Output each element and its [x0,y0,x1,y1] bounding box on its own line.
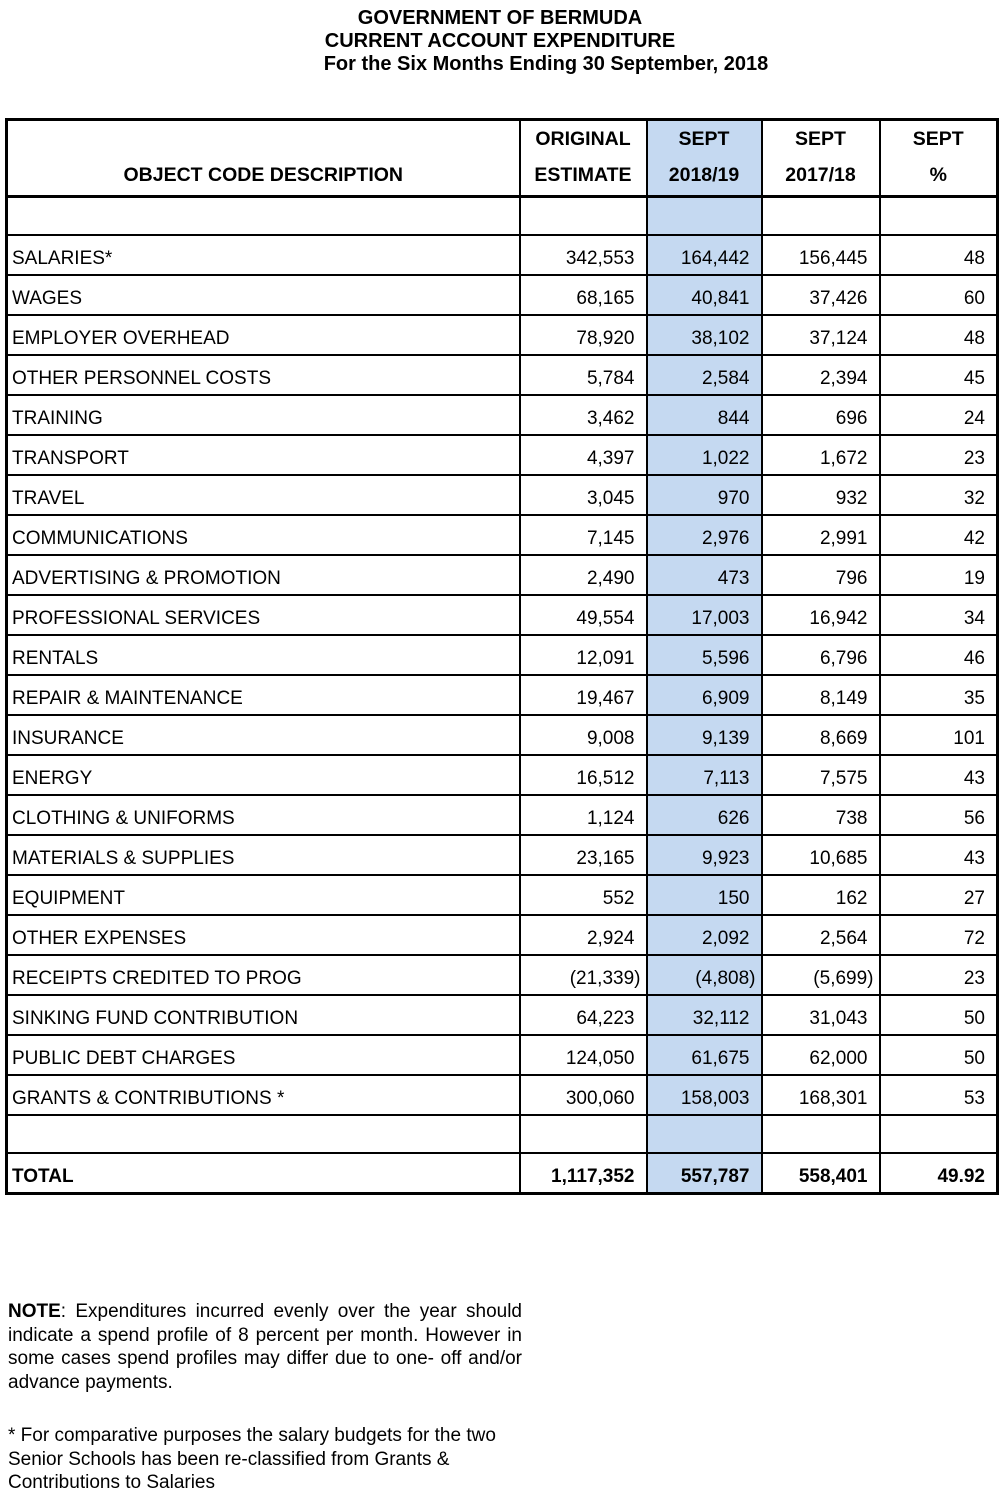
cell-sept-2017-18: 37,426 [762,275,880,315]
cell-sept-pct: 101 [880,715,998,755]
spacer-row [7,1115,998,1153]
cell-sept-2017-18: (5,699) [762,955,880,995]
cell-total-sept-2018-19: 557,787 [647,1153,762,1194]
spacer-cell [880,1115,998,1153]
table-row [7,675,998,715]
document-title [0,7,1000,76]
cell-sept-2018-19: (4,808) [647,955,762,995]
cell-sept-2018-19: 970 [647,475,762,515]
note-text: : Expenditures incurred evenly over the year should [60,1301,522,1322]
cell-sept-pct: 45 [880,355,998,395]
cell-sept-2017-18: 7,575 [762,755,880,795]
column-header-sept-2017-18 [762,120,880,197]
cell-original-estimate: 19,467 [520,675,647,715]
cell-total-sept-2017-18: 558,401 [762,1153,880,1194]
cell-description: TRAVEL [7,475,520,515]
cell-original-estimate: 7,145 [520,515,647,555]
title-line-3: For the Six Months Ending 30 September, 2018 [323,53,769,75]
cell-original-estimate: 78,920 [520,315,647,355]
cell-sept-2017-18: 37,124 [762,315,880,355]
cell-sept-2018-19: 5,596 [647,635,762,675]
table-row [7,595,998,635]
header-line-top: SEPT [678,128,730,150]
cell-sept-pct: 42 [880,515,998,555]
cell-sept-pct: 50 [880,1035,998,1075]
header-line-top [8,121,519,157]
cell-sept-2018-19: 38,102 [647,315,762,355]
cell-sept-2017-18: 16,942 [762,595,880,635]
cell-sept-2017-18: 932 [762,475,880,515]
cell-sept-pct: 19 [880,555,998,595]
spacer-row [7,197,998,235]
cell-sept-2017-18: 696 [762,395,880,435]
cell-sept-2017-18: 168,301 [762,1075,880,1115]
table-row [7,235,998,275]
cell-sept-pct: 72 [880,915,998,955]
cell-sept-pct: 50 [880,995,998,1035]
cell-sept-2017-18: 31,043 [762,995,880,1035]
cell-sept-2018-19: 158,003 [647,1075,762,1115]
cell-sept-pct: 48 [880,315,998,355]
cell-sept-pct: 53 [880,1075,998,1115]
cell-original-estimate: 16,512 [520,755,647,795]
cell-sept-2018-19: 61,675 [647,1035,762,1075]
cell-sept-2017-18: 162 [762,875,880,915]
cell-sept-2017-18: 2,564 [762,915,880,955]
table-row [7,915,998,955]
header-line-bottom: % [929,164,947,186]
cell-description: PUBLIC DEBT CHARGES [7,1035,520,1075]
cell-description: GRANTS & CONTRIBUTIONS * [7,1075,520,1115]
footnote-paragraph [8,1424,548,1495]
spacer-cell-highlighted [647,197,762,235]
cell-original-estimate: 68,165 [520,275,647,315]
cell-original-estimate: 64,223 [520,995,647,1035]
note-label: NOTE [8,1301,61,1322]
spacer-cell [880,197,998,235]
cell-total-label: TOTAL [7,1153,520,1194]
spacer-cell [762,1115,880,1153]
cell-description: TRAINING [7,395,520,435]
cell-description: EMPLOYER OVERHEAD [7,315,520,355]
cell-description: CLOTHING & UNIFORMS [7,795,520,835]
cell-sept-pct: 23 [880,435,998,475]
header-line-bottom: 2018/19 [668,164,740,186]
table-row [7,955,998,995]
cell-original-estimate: 2,490 [520,555,647,595]
table-row [7,555,998,595]
cell-sept-2017-18: 1,672 [762,435,880,475]
cell-original-estimate: 23,165 [520,835,647,875]
cell-original-estimate: (21,339) [520,955,647,995]
cell-sept-2018-19: 626 [647,795,762,835]
header-line-top: SEPT [912,128,964,150]
table-bottom-section [7,1115,998,1194]
table-row [7,475,998,515]
spacer-cell-highlighted [647,1115,762,1153]
table-row [7,875,998,915]
column-header-sept-2018-19 [647,120,762,197]
cell-original-estimate: 552 [520,875,647,915]
table-row [7,795,998,835]
cell-description: INSURANCE [7,715,520,755]
note-line [8,1300,522,1324]
cell-sept-pct: 35 [880,675,998,715]
table-header-row [7,120,998,197]
cell-sept-2018-19: 6,909 [647,675,762,715]
cell-description: COMMUNICATIONS [7,515,520,555]
cell-sept-2018-19: 2,584 [647,355,762,395]
expenditure-table [5,118,999,1195]
cell-sept-2017-18: 62,000 [762,1035,880,1075]
cell-sept-2018-19: 17,003 [647,595,762,635]
cell-original-estimate: 3,045 [520,475,647,515]
cell-sept-2017-18: 2,394 [762,355,880,395]
cell-sept-pct: 34 [880,595,998,635]
cell-sept-2018-19: 9,923 [647,835,762,875]
header-line-bottom: 2017/18 [785,164,856,186]
note-line: indicate a spend profile of 8 percent per month. However in [8,1324,522,1346]
cell-description: ADVERTISING & PROMOTION [7,555,520,595]
cell-sept-2018-19: 2,976 [647,515,762,555]
spacer-cell [7,197,520,235]
cell-sept-2017-18: 2,991 [762,515,880,555]
table-row [7,435,998,475]
header-line-bottom: OBJECT CODE DESCRIPTION [123,164,404,186]
table-row [7,515,998,555]
cell-sept-pct: 43 [880,835,998,875]
title-line-2: CURRENT ACCOUNT EXPENDITURE [324,30,676,52]
cell-original-estimate: 9,008 [520,715,647,755]
footnote-line: Senior Schools has been re-classified from Grants & [8,1448,450,1470]
header-line-top: ORIGINAL [535,128,631,150]
title-line-1: GOVERNMENT OF BERMUDA [357,7,643,29]
table-row [7,995,998,1035]
table-row [7,835,998,875]
note-line: some cases spend profiles may differ due to one- off and/or [8,1348,522,1369]
cell-sept-2018-19: 9,139 [647,715,762,755]
cell-sept-pct: 24 [880,395,998,435]
cell-sept-pct: 60 [880,275,998,315]
cell-sept-pct: 23 [880,955,998,995]
cell-sept-2017-18: 738 [762,795,880,835]
cell-sept-pct: 48 [880,235,998,275]
cell-original-estimate: 342,553 [520,235,647,275]
cell-sept-2017-18: 8,149 [762,675,880,715]
cell-sept-2018-19: 40,841 [647,275,762,315]
cell-original-estimate: 300,060 [520,1075,647,1115]
cell-sept-2017-18: 10,685 [762,835,880,875]
cell-sept-2018-19: 7,113 [647,755,762,795]
cell-description: RENTALS [7,635,520,675]
column-header-description [7,120,520,197]
header-line-bottom: ESTIMATE [534,164,632,186]
spacer-cell [7,1115,520,1153]
cell-sept-2018-19: 844 [647,395,762,435]
cell-sept-2018-19: 32,112 [647,995,762,1035]
table-body [7,235,998,1115]
cell-sept-2017-18: 8,669 [762,715,880,755]
note-paragraph [8,1300,522,1394]
cell-original-estimate: 124,050 [520,1035,647,1075]
cell-sept-pct: 46 [880,635,998,675]
cell-description: WAGES [7,275,520,315]
spacer-cell [520,1115,647,1153]
cell-sept-pct: 32 [880,475,998,515]
total-row [7,1153,998,1194]
note-line: advance payments. [8,1371,173,1393]
table-row [7,355,998,395]
cell-original-estimate: 12,091 [520,635,647,675]
header-line-top: SEPT [795,128,846,150]
cell-description: SINKING FUND CONTRIBUTION [7,995,520,1035]
cell-original-estimate: 2,924 [520,915,647,955]
cell-description: OTHER EXPENSES [7,915,520,955]
table-row [7,315,998,355]
table-row [7,275,998,315]
table-row [7,755,998,795]
cell-description: RECEIPTS CREDITED TO PROG [7,955,520,995]
footnote-line: * For comparative purposes the salary budgets for the two [8,1425,496,1446]
cell-description: REPAIR & MAINTENANCE [7,675,520,715]
cell-sept-2017-18: 156,445 [762,235,880,275]
cell-sept-2018-19: 150 [647,875,762,915]
cell-original-estimate: 5,784 [520,355,647,395]
cell-sept-pct: 56 [880,795,998,835]
table-row [7,1035,998,1075]
column-header-original-estimate [520,120,647,197]
cell-sept-2018-19: 473 [647,555,762,595]
spacer-cell [520,197,647,235]
cell-description: TRANSPORT [7,435,520,475]
footnote-line: Contributions to Salaries [8,1472,215,1493]
cell-description: MATERIALS & SUPPLIES [7,835,520,875]
cell-sept-2018-19: 164,442 [647,235,762,275]
cell-description: PROFESSIONAL SERVICES [7,595,520,635]
cell-sept-2018-19: 1,022 [647,435,762,475]
table-row [7,715,998,755]
cell-original-estimate: 1,124 [520,795,647,835]
cell-description: EQUIPMENT [7,875,520,915]
column-header-sept-pct [880,120,998,197]
cell-original-estimate: 49,554 [520,595,647,635]
cell-total-sept-pct: 49.92 [880,1153,998,1194]
cell-description: ENERGY [7,755,520,795]
cell-sept-2018-19: 2,092 [647,915,762,955]
table-row [7,395,998,435]
table-row [7,635,998,675]
cell-description: SALARIES* [7,235,520,275]
cell-sept-pct: 27 [880,875,998,915]
cell-description: OTHER PERSONNEL COSTS [7,355,520,395]
cell-sept-2017-18: 6,796 [762,635,880,675]
spacer-cell [762,197,880,235]
cell-total-original-estimate: 1,117,352 [520,1153,647,1194]
table-row [7,1075,998,1115]
cell-sept-pct: 43 [880,755,998,795]
cell-sept-2017-18: 796 [762,555,880,595]
cell-original-estimate: 3,462 [520,395,647,435]
cell-original-estimate: 4,397 [520,435,647,475]
table-top-spacer [7,197,998,235]
